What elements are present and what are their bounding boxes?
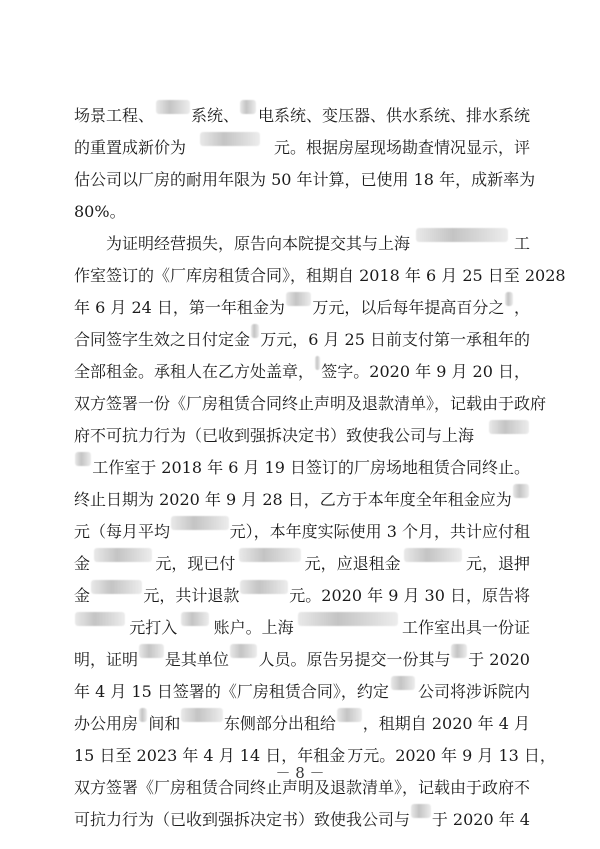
text-segment: 元，现已付 — [155, 554, 236, 573]
redacted-text — [230, 644, 258, 658]
redacted-text — [240, 580, 288, 594]
text-segment: 年 6 月 24 日，第一年租金为 — [74, 298, 285, 317]
text-segment: 人员。原告另提交一份其与 — [258, 650, 451, 669]
text-line — [74, 132, 530, 164]
redacted-text — [75, 612, 125, 626]
text-line — [74, 516, 530, 548]
text-line — [74, 356, 530, 388]
text-line — [74, 228, 530, 260]
redacted-text — [505, 292, 513, 306]
redacted-text — [513, 484, 529, 498]
text-line — [74, 612, 530, 644]
text-segment: 元，退押 — [465, 554, 530, 573]
text-segment: 东侧部分出租给 — [223, 714, 336, 733]
text-segment: 万元，以后每年提高百分之 — [312, 298, 505, 317]
text-segment: ， — [513, 298, 530, 317]
text-segment: 的重置成新价为 — [74, 138, 187, 157]
text-line — [74, 324, 530, 356]
redacted-text — [298, 612, 398, 626]
redacted-text — [239, 548, 301, 562]
text-segment: 元打入 — [129, 618, 178, 637]
text-line — [74, 484, 530, 516]
text-segment: 系统、 — [190, 106, 239, 125]
text-segment: 电系统、变压器、供水系统、排水系统 — [257, 106, 530, 125]
redacted-text — [489, 420, 529, 434]
text-line — [74, 164, 536, 196]
text-segment: ，租期自 2020 年 4 月 — [362, 714, 530, 733]
text-line — [74, 388, 547, 420]
redacted-text — [337, 708, 362, 722]
text-segment: 签字。2020 年 9 月 20 日， — [321, 362, 530, 381]
text-segment: 公司将涉诉院内 — [417, 682, 530, 701]
text-segment: 15 日至 2023 年 4 月 14 日，年租金 — [74, 746, 346, 765]
text-line — [74, 260, 566, 292]
text-line — [74, 452, 530, 484]
redacted-text — [139, 708, 147, 722]
text-line — [74, 644, 530, 676]
text-segment: 80%。 — [74, 202, 126, 221]
text-segment: 金 — [74, 554, 91, 573]
text-segment: 为证明经营损失，原告向本院提交其与上海 — [106, 234, 411, 253]
text-segment: 明，证明 — [74, 650, 139, 669]
text-segment: 工 — [513, 234, 530, 253]
page-number: － 8 － — [275, 764, 325, 782]
text-segment: 万元。2020 年 9 月 13 日， — [347, 746, 556, 765]
redacted-text — [75, 452, 91, 466]
text-line — [74, 196, 530, 228]
text-segment: 于 2020 年 4 — [431, 810, 530, 829]
redacted-text — [94, 548, 152, 562]
redacted-text — [315, 356, 320, 370]
text-line — [74, 548, 530, 580]
text-line — [74, 420, 530, 452]
text-segment: 可抗力行为（已收到强拆决定书）致使我公司与 — [74, 810, 411, 829]
redacted-text — [251, 324, 259, 338]
text-segment: 元。根据房屋现场勘查情况显示，评 — [273, 138, 530, 157]
text-segment: 办公用房 — [74, 714, 139, 733]
text-segment: 工作室出具一份证 — [401, 618, 530, 637]
text-segment: 全部租金。承租人在乙方处盖章， — [74, 362, 315, 381]
redacted-text — [404, 548, 462, 562]
text-segment: 作室签订的《厂库房租赁合同》，租期自 2018 年 6 月 25 日至 2028 — [74, 266, 566, 285]
text-line — [74, 804, 530, 836]
redacted-text — [156, 100, 190, 114]
text-segment: 场景工程、 — [74, 106, 155, 125]
text-segment: 元（每月平均 — [74, 522, 171, 541]
text-segment: 元，共计退款 — [143, 586, 240, 605]
redacted-text — [91, 580, 142, 594]
text-segment: 终止日期为 2020 年 9 月 28 日，乙方于本年度全年租金应为 — [74, 490, 512, 509]
text-line — [74, 676, 530, 708]
text-segment: 万元，6 月 25 日前支付第一承租年的 — [260, 330, 530, 349]
text-segment: 元。2020 年 9 月 30 日，原告将 — [289, 586, 530, 605]
text-segment: 工作室于 2018 年 6 月 19 日签订的厂房场地租赁合同终止。 — [92, 458, 530, 477]
text-segment: 元，应退租金 — [304, 554, 401, 573]
text-segment: 双方签署《厂房租赁合同终止声明及退款清单》，记载由于政府不 — [74, 778, 531, 797]
text-segment: 于 2020 — [468, 650, 530, 669]
redacted-text — [240, 100, 256, 114]
text-segment: 合同签字生效之日付定金 — [74, 330, 251, 349]
redacted-text — [391, 676, 415, 690]
redacted-text — [411, 804, 431, 818]
text-segment: 间和 — [148, 714, 181, 733]
text-line — [74, 292, 530, 324]
text-segment: 双方签署一份《厂房租赁合同终止声明及退款清单》，记载由于政府 — [74, 394, 547, 413]
redacted-text — [451, 644, 467, 658]
text-line — [74, 580, 530, 612]
text-segment: 估公司以厂房的耐用年限为 50 年计算，已使用 18 年，成新率为 — [74, 170, 536, 189]
text-segment: 金 — [74, 586, 91, 605]
redacted-text — [139, 644, 164, 658]
redacted-text — [171, 516, 229, 530]
text-line — [74, 100, 530, 132]
text-segment: 账户。上海 — [213, 618, 294, 637]
document-body — [74, 100, 566, 836]
text-segment: 是其单位 — [164, 650, 229, 669]
text-segment: 元），本年度实际使用 3 个月，共计应付租 — [229, 522, 530, 541]
redacted-text — [200, 132, 260, 146]
text-line — [74, 708, 530, 740]
redacted-text — [181, 612, 209, 626]
text-segment: 府不可抗力行为（已收到强拆决定书）致使我公司与上海 — [74, 426, 475, 445]
redacted-text — [416, 228, 508, 242]
redacted-text — [181, 708, 223, 722]
redacted-text — [286, 292, 311, 306]
text-segment: 年 4 月 15 日签署的《厂房租赁合同》，约定 — [74, 682, 389, 701]
